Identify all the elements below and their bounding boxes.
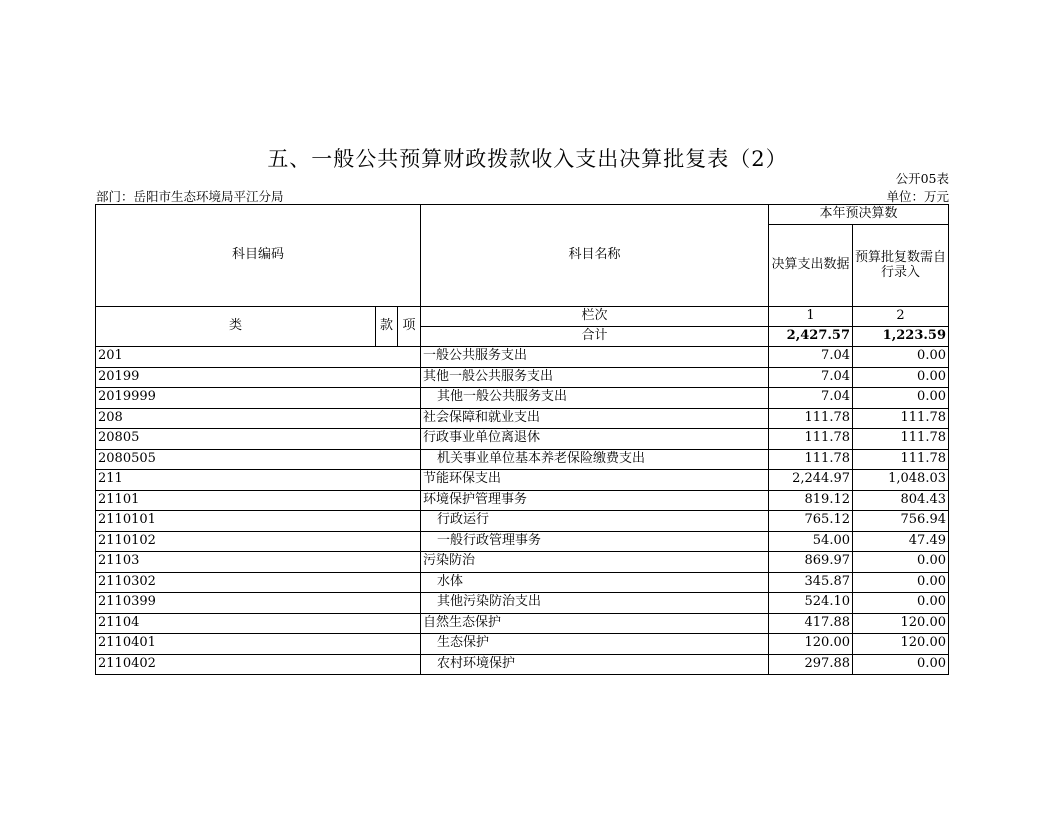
- row-code: 2019999: [96, 388, 421, 409]
- header-code: 科目编码: [96, 205, 421, 307]
- row-col2: 0.00: [853, 388, 949, 409]
- row-code: 20199: [96, 367, 421, 388]
- row-name: 自然生态保护: [421, 613, 769, 634]
- header-lanci: 栏次: [421, 307, 769, 327]
- row-code: 2110399: [96, 593, 421, 614]
- row-name: 节能环保支出: [421, 470, 769, 491]
- row-col1: 54.00: [769, 531, 853, 552]
- page-title: 五、一般公共预算财政拨款收入支出决算批复表（2）: [267, 147, 788, 171]
- table-row: [96, 593, 949, 614]
- table-row: [96, 552, 949, 573]
- row-name: 环境保护管理事务: [421, 490, 769, 511]
- row-col1: 2,244.97: [769, 470, 853, 491]
- row-code: 2110302: [96, 572, 421, 593]
- header-xiang: 项: [398, 307, 421, 347]
- total-col1: 2,427.57: [769, 327, 853, 347]
- row-col1: 869.97: [769, 552, 853, 573]
- header-year-group: 本年预决算数: [769, 205, 949, 225]
- row-name: 其他一般公共服务支出: [421, 367, 769, 388]
- row-col1: 417.88: [769, 613, 853, 634]
- row-col2: 111.78: [853, 408, 949, 429]
- department-label: 部门：岳阳市生态环境局平江分局: [96, 189, 284, 204]
- row-name: 一般公共服务支出: [421, 347, 769, 368]
- table-row: [96, 654, 949, 675]
- header-col2-no: 2: [853, 307, 949, 327]
- row-col2: 0.00: [853, 654, 949, 675]
- table-row: [96, 408, 949, 429]
- row-col1: 345.87: [769, 572, 853, 593]
- row-col2: 0.00: [853, 572, 949, 593]
- row-name: 社会保障和就业支出: [421, 408, 769, 429]
- total-label: 合计: [421, 327, 769, 347]
- row-col2: 804.43: [853, 490, 949, 511]
- header-col1: 决算支出数据: [769, 225, 853, 307]
- row-code: 208: [96, 408, 421, 429]
- table-row: [96, 388, 949, 409]
- row-col2: 756.94: [853, 511, 949, 532]
- row-code: 2110402: [96, 654, 421, 675]
- row-name: 生态保护: [421, 634, 769, 655]
- row-code: 2080505: [96, 449, 421, 470]
- row-col1: 111.78: [769, 449, 853, 470]
- table-row: [96, 613, 949, 634]
- row-name: 水体: [421, 572, 769, 593]
- header-col2: 预算批复数需自行录入: [853, 225, 949, 307]
- row-code: 2110401: [96, 634, 421, 655]
- table-row: [96, 572, 949, 593]
- row-col1: 297.88: [769, 654, 853, 675]
- row-code: 2110101: [96, 511, 421, 532]
- row-col2: 120.00: [853, 613, 949, 634]
- row-col1: 111.78: [769, 429, 853, 450]
- header-col1-no: 1: [769, 307, 853, 327]
- row-name: 污染防治: [421, 552, 769, 573]
- row-col2: 111.78: [853, 449, 949, 470]
- row-col2: 1,048.03: [853, 470, 949, 491]
- budget-table: [95, 204, 949, 675]
- row-name: 行政运行: [421, 511, 769, 532]
- row-col1: 7.04: [769, 388, 853, 409]
- row-code: 2110102: [96, 531, 421, 552]
- form-number: 公开05表: [895, 171, 949, 186]
- header-kuan: 款: [376, 307, 398, 347]
- row-name: 行政事业单位离退休: [421, 429, 769, 450]
- table-row: [96, 347, 949, 368]
- row-col2: 0.00: [853, 552, 949, 573]
- table-header: [96, 205, 949, 347]
- row-col2: 47.49: [853, 531, 949, 552]
- row-code: 21103: [96, 552, 421, 573]
- row-col2: 0.00: [853, 347, 949, 368]
- row-name: 其他污染防治支出: [421, 593, 769, 614]
- row-name: 一般行政管理事务: [421, 531, 769, 552]
- header-name: 科目名称: [421, 205, 769, 307]
- table-row: [96, 490, 949, 511]
- table-row: [96, 429, 949, 450]
- row-code: 21104: [96, 613, 421, 634]
- row-col2: 0.00: [853, 367, 949, 388]
- table-row: [96, 367, 949, 388]
- row-name: 其他一般公共服务支出: [421, 388, 769, 409]
- row-code: 211: [96, 470, 421, 491]
- table-row: [96, 449, 949, 470]
- row-col2: 120.00: [853, 634, 949, 655]
- row-code: 21101: [96, 490, 421, 511]
- unit-label: 单位：万元: [886, 189, 949, 204]
- row-name: 农村环境保护: [421, 654, 769, 675]
- table-body: [96, 347, 949, 675]
- row-col1: 111.78: [769, 408, 853, 429]
- row-col1: 819.12: [769, 490, 853, 511]
- row-col1: 7.04: [769, 347, 853, 368]
- row-code: 20805: [96, 429, 421, 450]
- row-col1: 120.00: [769, 634, 853, 655]
- row-col1: 7.04: [769, 367, 853, 388]
- row-col2: 0.00: [853, 593, 949, 614]
- row-col2: 111.78: [853, 429, 949, 450]
- table-row: [96, 470, 949, 491]
- row-name: 机关事业单位基本养老保险缴费支出: [421, 449, 769, 470]
- header-lei: 类: [96, 307, 376, 347]
- row-col1: 765.12: [769, 511, 853, 532]
- table-row: [96, 531, 949, 552]
- total-col2: 1,223.59: [853, 327, 949, 347]
- row-col1: 524.10: [769, 593, 853, 614]
- table-row: [96, 511, 949, 532]
- table-row: [96, 634, 949, 655]
- row-code: 201: [96, 347, 421, 368]
